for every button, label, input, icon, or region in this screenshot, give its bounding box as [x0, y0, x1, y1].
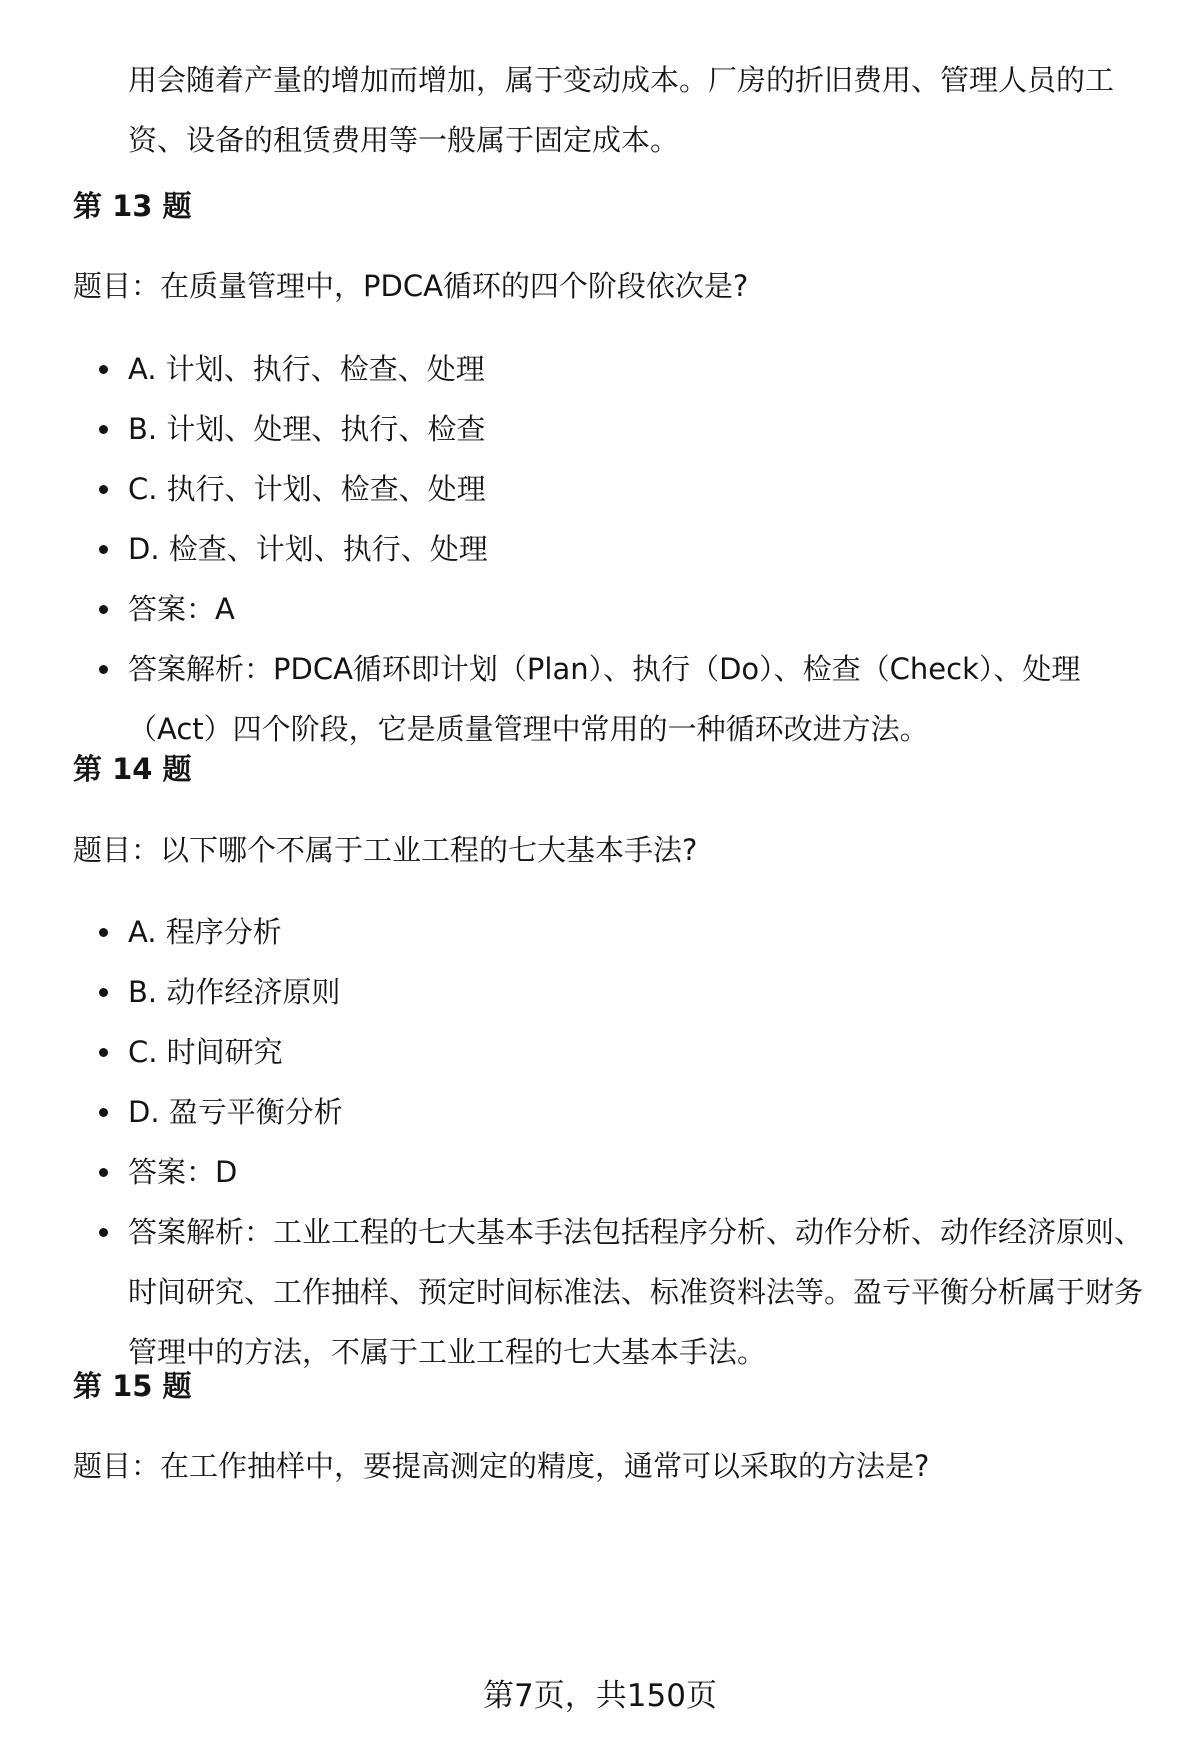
question-13-answer: 答案：A	[0, 579, 1200, 639]
question-13-analysis: 答案解析：PDCA循环即计划（Plan）、执行（Do）、检查（Check）、处理（Act）四个阶段，它是质量管理中常用的一种循环改进方法。	[0, 639, 1200, 759]
question-14-stem: 题目：以下哪个不属于工业工程的七大基本手法?	[73, 833, 698, 867]
question-13-option-d: D. 检查、计划、执行、处理	[0, 519, 1200, 579]
question-13-options	[0, 339, 1200, 759]
question-14-heading: 第 14 题	[73, 752, 192, 786]
question-14-option-b: B. 动作经济原则	[0, 962, 1200, 1022]
question-13-heading: 第 13 题	[73, 189, 192, 223]
question-13-option-b: B. 计划、处理、执行、检查	[0, 399, 1200, 459]
question-15-stem: 题目：在工作抽样中，要提高测定的精度，通常可以采取的方法是?	[73, 1449, 930, 1483]
question-13-option-a: A. 计划、执行、检查、处理	[0, 339, 1200, 399]
question-14-analysis: 答案解析：工业工程的七大基本手法包括程序分析、动作分析、动作经济原则、时间研究、工作抽样、预定时间标准法、标准资料法等。盈亏平衡分析属于财务管理中的方法，不属于工业工程的七大基本手法。	[0, 1202, 1200, 1382]
continuation-text: 用会随着产量的增加而增加，属于变动成本。厂房的折旧费用、管理人员的工资、设备的租赁费用等一般属于固定成本。	[128, 63, 1115, 157]
question-14-options	[0, 902, 1200, 1382]
question-14-answer: 答案：D	[0, 1142, 1200, 1202]
page-number-footer: 第7页，共150页	[483, 1678, 717, 1714]
question-14-option-d: D. 盈亏平衡分析	[0, 1082, 1200, 1142]
question-14-option-a: A. 程序分析	[0, 902, 1200, 962]
question-13-option-c: C. 执行、计划、检查、处理	[0, 459, 1200, 519]
question-15-heading: 第 15 题	[73, 1369, 192, 1403]
question-13-stem: 题目：在质量管理中，PDCA循环的四个阶段依次是?	[73, 269, 749, 303]
question-14-option-c: C. 时间研究	[0, 1022, 1200, 1082]
